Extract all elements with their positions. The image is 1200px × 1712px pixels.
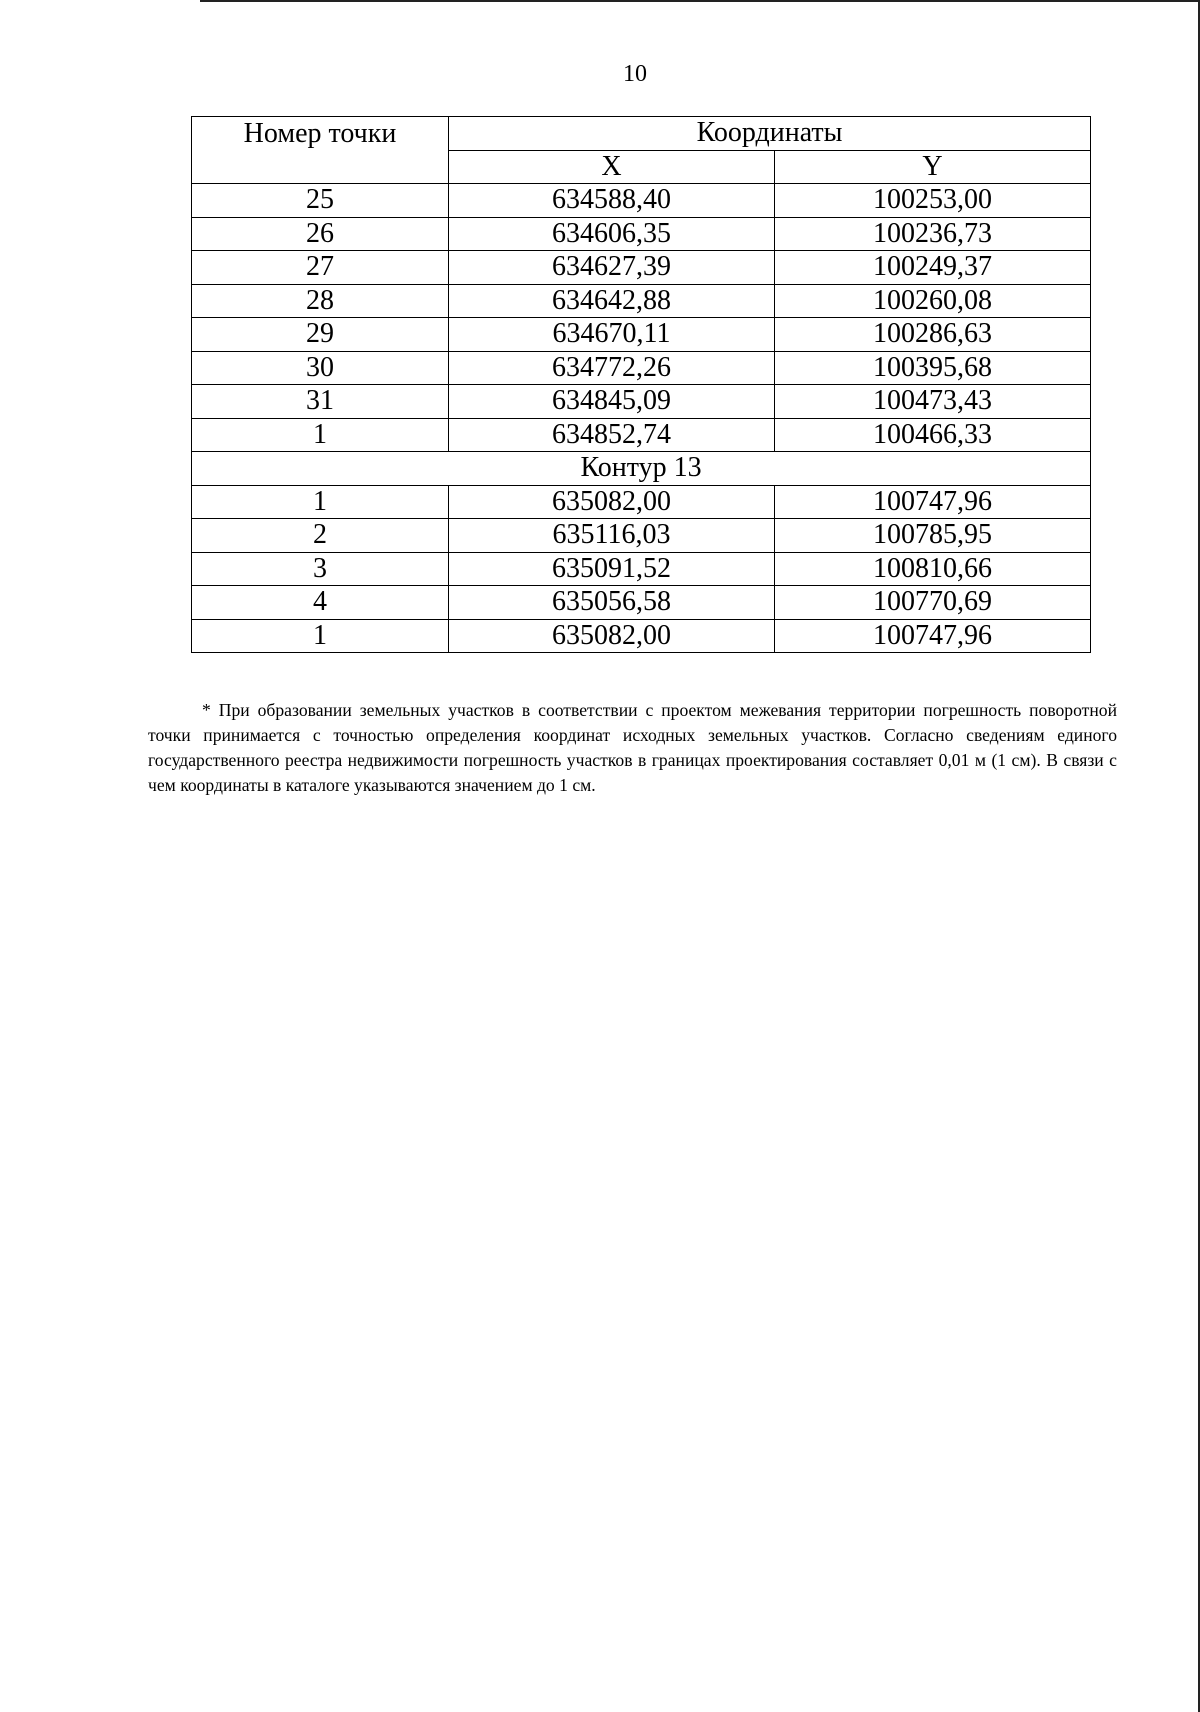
x-coordinate-cell: 634845,09: [449, 385, 775, 419]
point-number-cell: 1: [192, 418, 449, 452]
header-x: X: [449, 150, 775, 184]
y-coordinate-cell: 100473,43: [775, 385, 1091, 419]
y-coordinate-cell: 100286,63: [775, 318, 1091, 352]
table-row: [192, 284, 1091, 318]
x-coordinate-cell: 635082,00: [449, 619, 775, 653]
point-number-cell: 2: [192, 519, 449, 553]
point-number-cell: 1: [192, 619, 449, 653]
y-coordinate-cell: 100785,95: [775, 519, 1091, 553]
scan-edge-top: [200, 0, 1200, 2]
table-section: [192, 452, 1091, 486]
section-label: Контур 13: [192, 452, 1091, 486]
header-coordinates: Координаты: [449, 117, 1091, 151]
point-number-cell: 3: [192, 552, 449, 586]
y-coordinate-cell: 100395,68: [775, 351, 1091, 385]
table-row: [192, 217, 1091, 251]
point-number-cell: 25: [192, 184, 449, 218]
y-coordinate-cell: 100747,96: [775, 619, 1091, 653]
point-number-cell: 30: [192, 351, 449, 385]
y-coordinate-cell: 100260,08: [775, 284, 1091, 318]
coordinates-table: [191, 116, 1091, 653]
point-number-cell: 28: [192, 284, 449, 318]
table-row: [192, 385, 1091, 419]
table-row: [192, 418, 1091, 452]
table-row: [192, 318, 1091, 352]
page-number: 10: [623, 61, 647, 87]
y-coordinate-cell: 100236,73: [775, 217, 1091, 251]
x-coordinate-cell: 634606,35: [449, 217, 775, 251]
table-body-b: [192, 485, 1091, 653]
table-row: [192, 251, 1091, 285]
table-header-row: [192, 117, 1091, 151]
table-row: [192, 351, 1091, 385]
y-coordinate-cell: 100249,37: [775, 251, 1091, 285]
header-y: Y: [775, 150, 1091, 184]
point-number-cell: 1: [192, 485, 449, 519]
y-coordinate-cell: 100253,00: [775, 184, 1091, 218]
x-coordinate-cell: 634852,74: [449, 418, 775, 452]
point-number-cell: 31: [192, 385, 449, 419]
table-body-a: [192, 184, 1091, 452]
x-coordinate-cell: 635082,00: [449, 485, 775, 519]
table-row: [192, 519, 1091, 553]
point-number-cell: 4: [192, 586, 449, 620]
y-coordinate-cell: 100466,33: [775, 418, 1091, 452]
point-number-cell: 27: [192, 251, 449, 285]
x-coordinate-cell: 635116,03: [449, 519, 775, 553]
x-coordinate-cell: 634588,40: [449, 184, 775, 218]
y-coordinate-cell: 100770,69: [775, 586, 1091, 620]
x-coordinate-cell: 634670,11: [449, 318, 775, 352]
y-coordinate-cell: 100747,96: [775, 485, 1091, 519]
table-row: [192, 586, 1091, 620]
x-coordinate-cell: 634642,88: [449, 284, 775, 318]
x-coordinate-cell: 635091,52: [449, 552, 775, 586]
table-row: [192, 619, 1091, 653]
x-coordinate-cell: 634627,39: [449, 251, 775, 285]
header-point-number: Номер точки: [192, 117, 449, 184]
footnote: * При образовании земельных участков в соответствии с проектом межевания территории погрешность поворотной точки принимается с точностью определения координат исходных земельных участков. Согласно сведениям единого государственного реестра недвижимости погрешность участков в границах проектирования составляет 0,01 м (1 см). В связи с чем координаты в каталоге указываются значением до 1 см.: [148, 700, 1117, 795]
x-coordinate-cell: 635056,58: [449, 586, 775, 620]
table-row: [192, 485, 1091, 519]
table-row: [192, 552, 1091, 586]
point-number-cell: 26: [192, 217, 449, 251]
section-row: [192, 452, 1091, 486]
table-row: [192, 184, 1091, 218]
y-coordinate-cell: 100810,66: [775, 552, 1091, 586]
point-number-cell: 29: [192, 318, 449, 352]
x-coordinate-cell: 634772,26: [449, 351, 775, 385]
